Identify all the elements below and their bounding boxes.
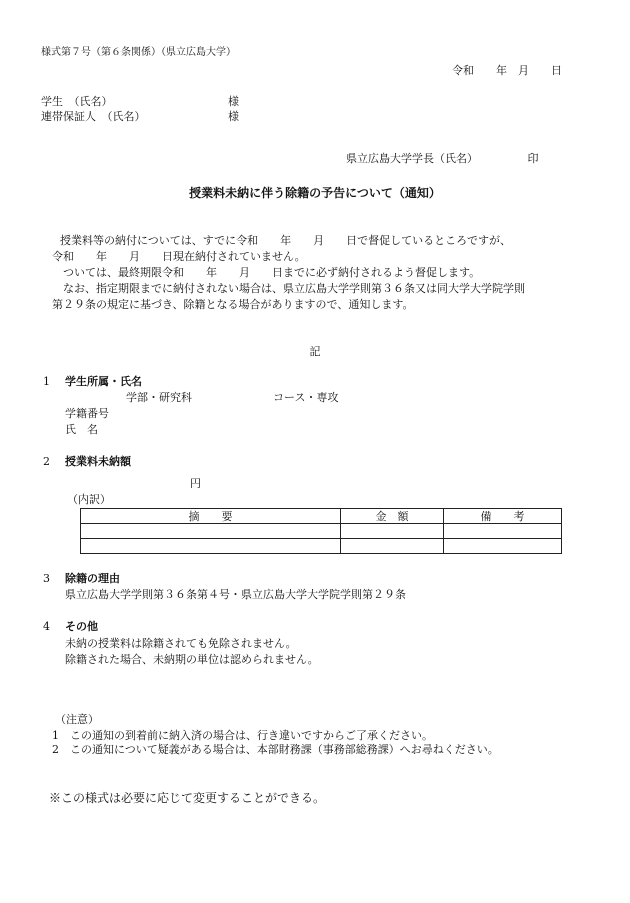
- body-paragraph-2: ついては、最終期限令和 年 月 日までに必ず納付されるよう督促します。: [52, 266, 481, 279]
- expulsion-reason: 県立広島大学学則第３６条第４号・県立広島大学大学院学則第２９条: [65, 588, 406, 601]
- section-3-heading: 除籍の理由: [65, 572, 120, 585]
- remarks-cell: [444, 524, 562, 539]
- remarks-cell: [444, 539, 562, 554]
- section-4-number: 4: [43, 620, 50, 633]
- course-label: コース・専攻: [273, 391, 339, 404]
- notes-label: （注意）: [55, 713, 99, 726]
- student-addressee: 学生 （氏名） 様: [41, 95, 239, 108]
- summary-cell: [81, 524, 341, 539]
- form-number: 様式第７号（第６条関係）（県立広島大学）: [41, 47, 236, 58]
- section-3-number: 3: [43, 572, 50, 585]
- amount-column-header: 金 額: [341, 509, 444, 524]
- table-header-row: [81, 509, 562, 524]
- faculty-label: 学部・研究科: [126, 391, 192, 404]
- section-2-number: 2: [43, 455, 50, 468]
- summary-cell: [81, 539, 341, 554]
- other-line-2: 除籍された場合、未納期の単位は認められません。: [65, 653, 319, 666]
- body-paragraph-1-line-1: 授業料等の納付については、すでに令和 年 月 日で督促しているところですが、: [49, 234, 511, 247]
- breakdown-label: （内訳）: [67, 493, 111, 506]
- guarantor-addressee: 連帯保証人 （氏名） 様: [41, 110, 239, 123]
- body-paragraph-3-line-1: なお、指定期限までに納付されない場合は、県立広島大学学則第３６条又は同大学大学院学則: [52, 282, 525, 295]
- table-row: [81, 524, 562, 539]
- summary-column-header: 摘 要: [81, 509, 341, 524]
- document-title: 授業料未納に伴う除籍の予告について（通知）: [189, 186, 441, 200]
- section-1-number: 1: [43, 375, 50, 388]
- name-label: 氏 名: [65, 423, 98, 436]
- section-2-heading: 授業料未納額: [65, 455, 131, 468]
- section-4-heading: その他: [65, 620, 98, 633]
- note-item-2: 2 この通知について疑義がある場合は、本部財務課（事務部総務課）へお尋ねください。: [52, 743, 499, 756]
- amount-cell: [341, 539, 444, 554]
- breakdown-table: [80, 508, 562, 554]
- sender-line: 県立広島大学学長（氏名） 印: [346, 152, 539, 165]
- body-paragraph-3-line-2: 第２９条の規定に基づき、除籍となる場合がありますので、通知します。: [52, 298, 414, 311]
- amount-cell: [341, 524, 444, 539]
- other-line-1: 未納の授業料は除籍されても免除されません。: [65, 637, 297, 650]
- section-1-heading: 学生所属・氏名: [65, 375, 142, 388]
- footer-note: ※この様式は必要に応じて変更することができる。: [49, 791, 326, 805]
- remarks-column-header: 備 考: [444, 509, 562, 524]
- body-paragraph-1-line-2: 令和 年 月 日現在納付されていません。: [52, 250, 306, 263]
- yen-label: 円: [190, 477, 201, 490]
- note-item-1: 1 この通知の到着前に納入済の場合は、行き違いですからご了承ください。: [52, 729, 433, 742]
- table-row: [81, 539, 562, 554]
- date-line: 令和 年 月 日: [452, 64, 562, 77]
- student-id-label: 学籍番号: [65, 407, 109, 420]
- ki-marker: 記: [309, 345, 321, 358]
